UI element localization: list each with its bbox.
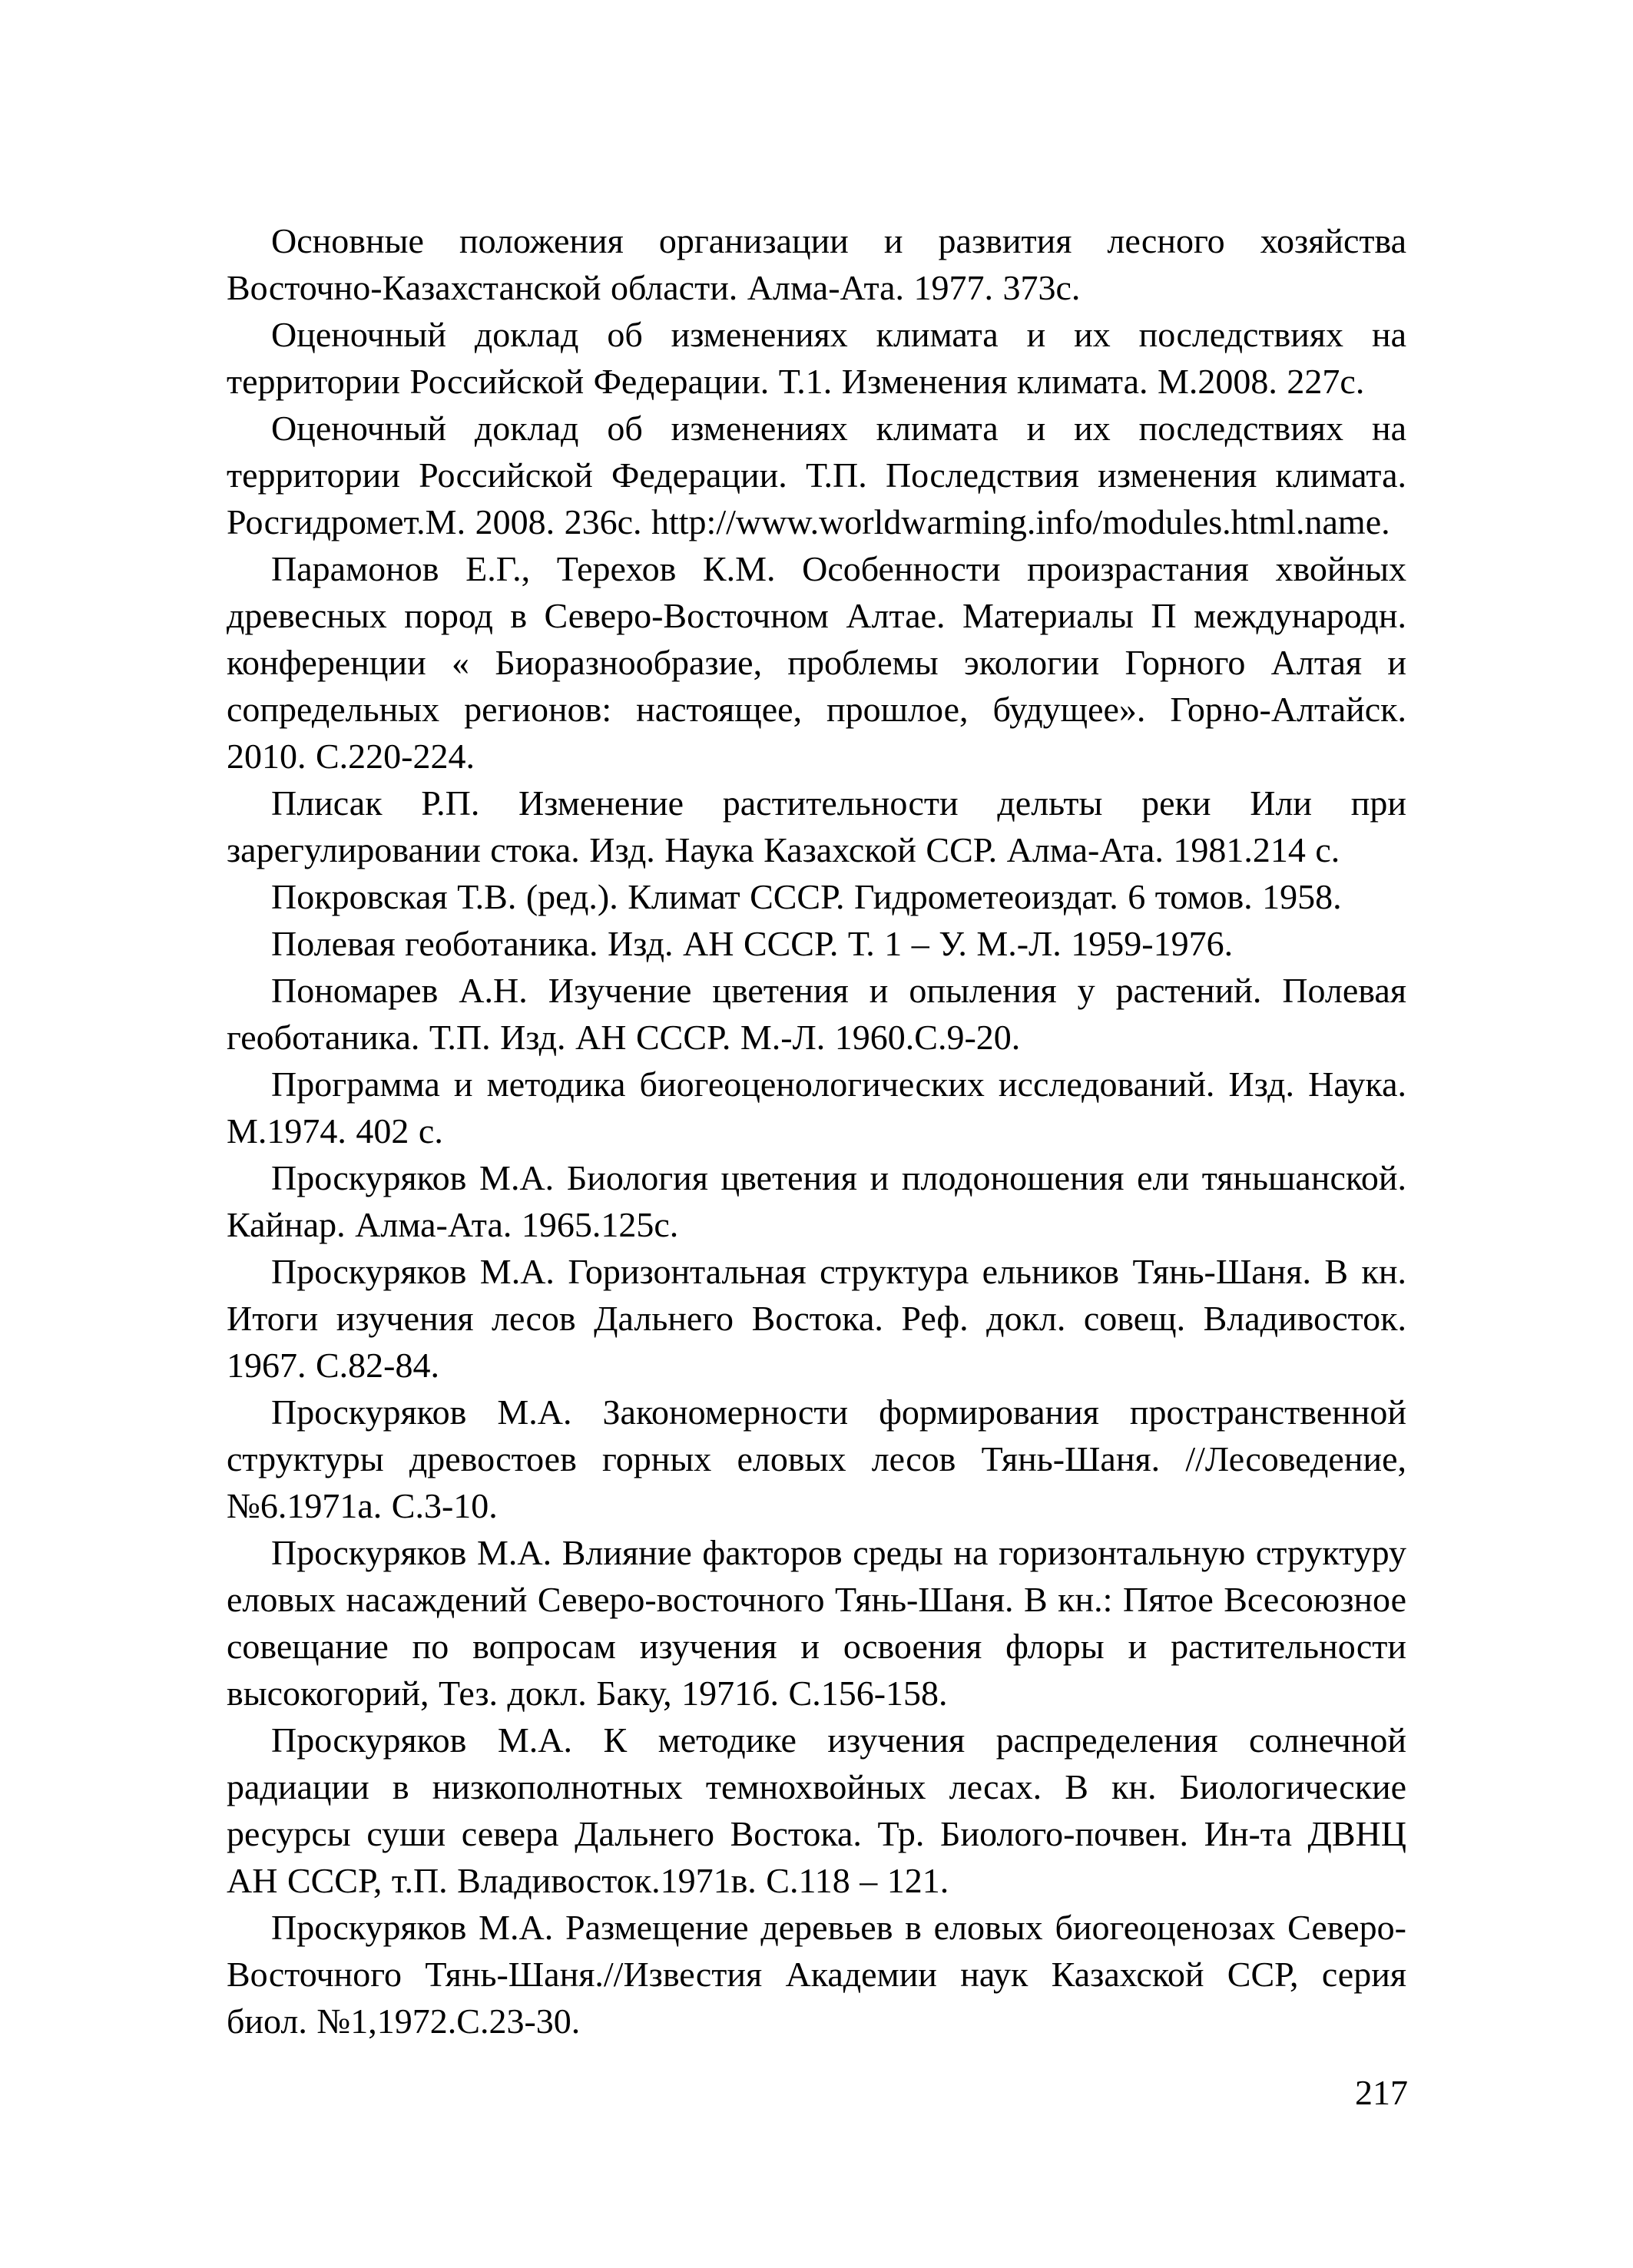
reference-entry: Основные положения организации и развития лесного хозяйства Восточно-Казахстанской области. Алма-Ата. 1977. 373с.	[227, 221, 1406, 307]
reference-entry: Проскуряков М.А. Размещение деревьев в еловых биогеоценозах Северо-Восточного Тянь-Шаня.//Известия Академии наук Казахской ССР, серия биол. №1,1972.С.23-30.	[227, 1908, 1406, 2041]
reference-entry: Оценочный доклад об изменениях климата и их последствиях на территории Российской Федерации. Т.П. Последствия изменения климата. Росгидромет.М. 2008. 236с. http://www.worldwarming.info/modules.html.name.	[227, 409, 1406, 541]
reference-entry: Покровская Т.В. (ред.). Климат СССР. Гидрометеоиздат. 6 томов. 1958.	[271, 877, 1342, 916]
reference-entry: Полевая геоботаника. Изд. АН СССР. Т. 1 – У. М.-Л. 1959-1976.	[271, 924, 1234, 963]
reference-entry: Проскуряков М.А. Биология цветения и плодоношения ели тяньшанской. Кайнар. Алма-Ата. 1965.125с.	[227, 1158, 1406, 1244]
reference-entry: Пономарев А.Н. Изучение цветения и опыления у растений. Полевая геоботаника. Т.П. Изд. АН СССР. М.-Л. 1960.С.9-20.	[227, 971, 1406, 1057]
reference-entry: Проскуряков М.А. Закономерности формирования пространственной структуры древостоев горных еловых лесов Тянь-Шаня. //Лесоведение, №6.1971а. С.3-10.	[227, 1392, 1406, 1525]
references-list	[227, 217, 1406, 2045]
reference-entry: Проскуряков М.А. Влияние факторов среды на горизонтальную структуру еловых насаждений Северо-восточного Тянь-Шаня. В кн.: Пятое Всесоюзное совещание по вопросам изучения и освоения флоры и растительности высокогорий, Тез. докл. Баку, 1971б. С.156-158.	[227, 1533, 1406, 1713]
reference-entry: Оценочный доклад об изменениях климата и их последствиях на территории Российской Федерации. Т.1. Изменения климата. М.2008. 227с.	[227, 315, 1406, 401]
reference-entry: Плисак Р.П. Изменение растительности дельты реки Или при зарегулировании стока. Изд. Наука Казахской ССР. Алма-Ата. 1981.214 с.	[227, 783, 1406, 869]
reference-entry: Проскуряков М.А. К методике изучения распределения солнечной радиации в низкополнотных темнохвойных лесах. В кн. Биологические ресурсы суши севера Дальнего Востока. Тр. Биолого-почвен. Ин-та ДВНЦ АН СССР, т.П. Владивосток.1971в. С.118 – 121.	[227, 1720, 1406, 1900]
reference-entry: Проскуряков М.А. Горизонтальная структура ельников Тянь-Шаня. В кн. Итоги изучения лесов Дальнего Востока. Реф. докл. совещ. Владивосток. 1967. С.82-84.	[227, 1252, 1406, 1385]
reference-entry: Парамонов Е.Г., Терехов К.М. Особенности произрастания хвойных древесных пород в Северо-Восточном Алтае. Материалы П международн. конференции « Биоразнообразие, проблемы экологии Горного Алтая и сопредельных регионов: настоящее, прошлое, будущее». Горно-Алтайск. 2010. С.220-224.	[227, 549, 1406, 776]
page-number: 217	[1355, 2073, 1408, 2112]
reference-entry: Программа и методика биогеоценологических исследований. Изд. Наука. М.1974. 402 с.	[227, 1064, 1406, 1151]
